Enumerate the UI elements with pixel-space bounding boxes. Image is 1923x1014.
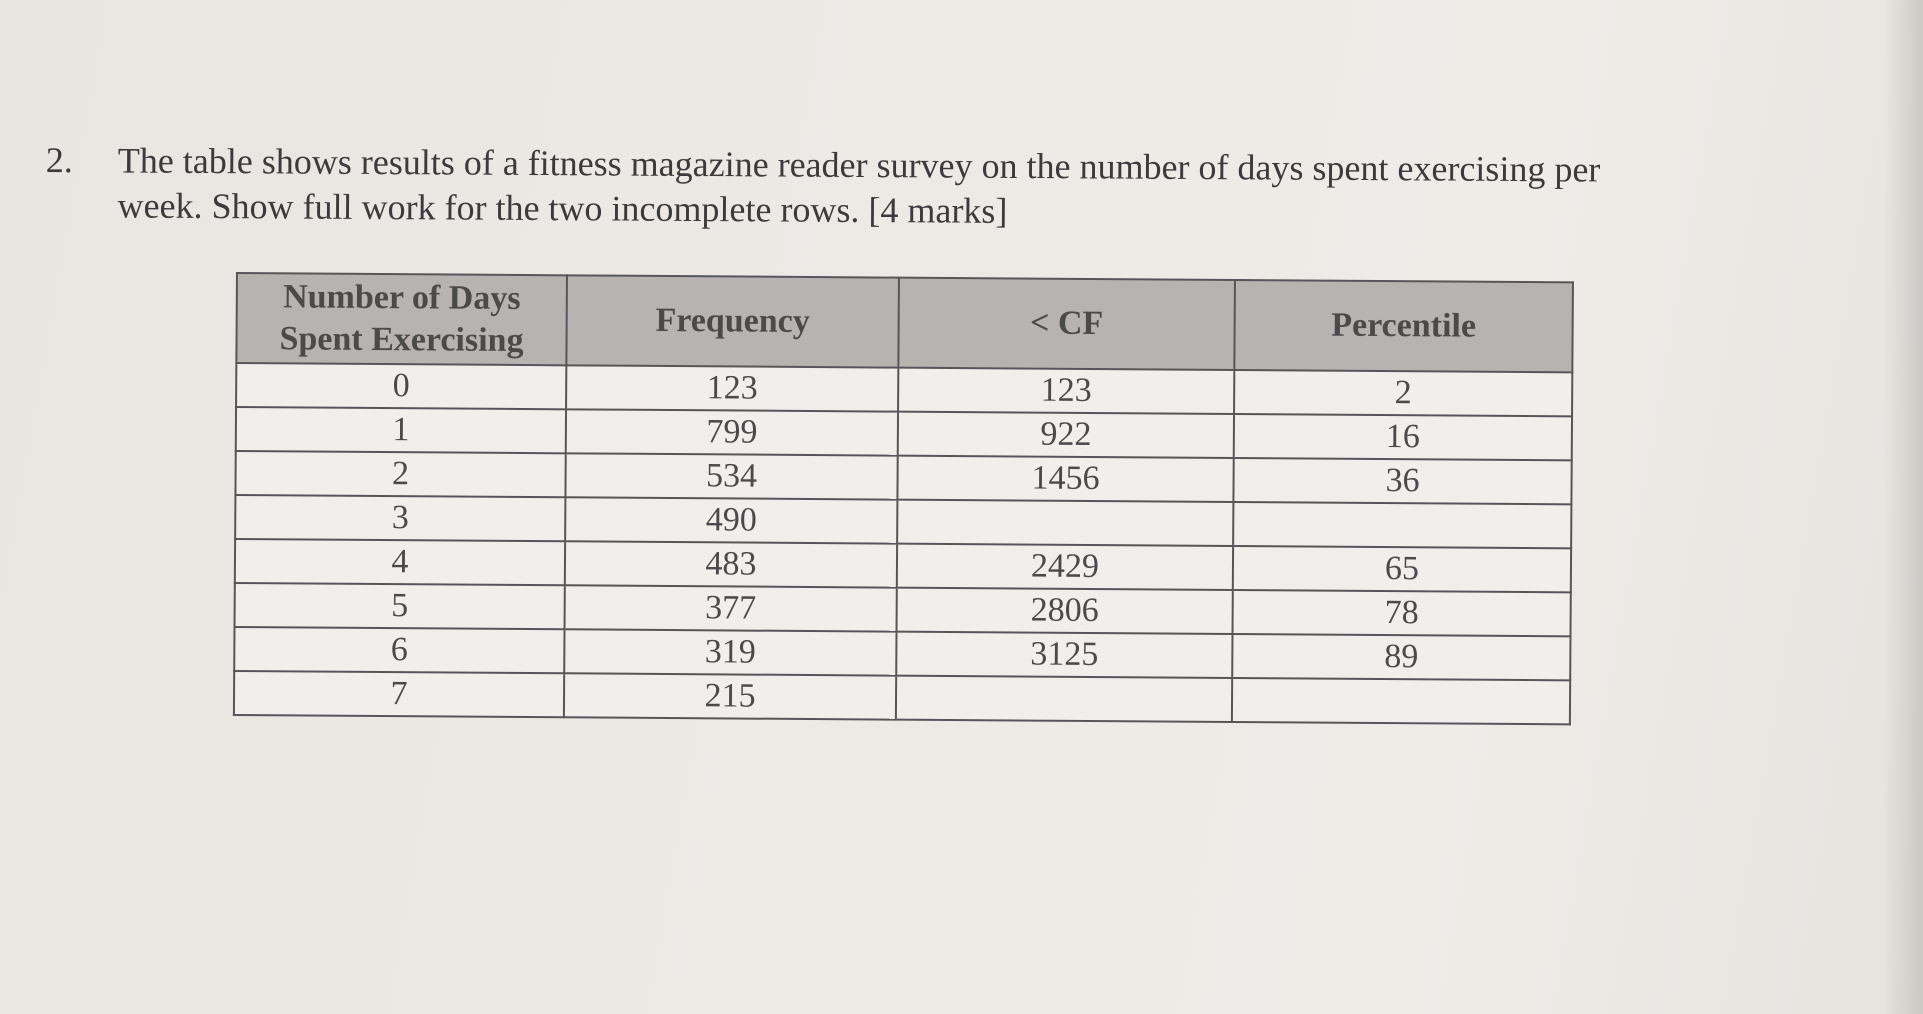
cell-percentile [1233, 502, 1571, 548]
cell-percentile: 2 [1234, 370, 1572, 416]
cell-days: 1 [236, 407, 566, 453]
cell-cf: 922 [898, 412, 1234, 458]
header-days [236, 273, 567, 365]
cell-days: 5 [235, 583, 565, 629]
header-percentile: Percentile [1234, 280, 1573, 372]
cell-days: 0 [236, 363, 566, 409]
cell-days: 3 [235, 495, 565, 541]
question-line-1: The table shows results of a fitness magazine reader survey on the number of days spent exercising per [117, 140, 1601, 190]
header-cf: < CF [898, 278, 1235, 370]
cell-frequency: 799 [566, 409, 898, 455]
cell-percentile: 36 [1233, 458, 1571, 504]
question [45, 138, 1846, 231]
cell-days: 6 [234, 627, 564, 673]
question-line-2: week. Show full work for the two incomplete rows. [4 marks] [117, 185, 1008, 231]
cell-cf: 2429 [897, 544, 1233, 590]
question-text [117, 138, 1878, 239]
page-edge-shadow [1883, 0, 1923, 1014]
cell-frequency: 377 [565, 585, 897, 631]
header-days-line-2: Spent Exercising [279, 320, 524, 360]
cell-cf: 2806 [897, 588, 1233, 634]
cell-frequency: 215 [564, 673, 896, 719]
cell-cf [896, 676, 1232, 722]
cell-percentile [1232, 678, 1570, 724]
question-number: 2. [45, 139, 73, 181]
cell-frequency: 319 [564, 629, 896, 675]
survey-table-container [233, 272, 1574, 725]
cell-days: 4 [235, 539, 565, 585]
cell-frequency: 123 [566, 365, 898, 411]
cell-cf: 123 [898, 368, 1234, 414]
cell-days: 2 [235, 451, 565, 497]
cell-cf: 1456 [897, 456, 1233, 502]
cell-days: 7 [234, 671, 564, 717]
survey-table [233, 272, 1574, 725]
cell-frequency: 490 [565, 497, 897, 543]
header-frequency: Frequency [566, 275, 899, 367]
table-row [234, 671, 1570, 724]
cell-cf: 3125 [896, 632, 1232, 678]
cell-frequency: 534 [565, 453, 897, 499]
cell-cf [897, 500, 1233, 546]
cell-percentile: 65 [1233, 546, 1571, 592]
cell-percentile: 16 [1234, 414, 1572, 460]
cell-frequency: 483 [565, 541, 897, 587]
cell-percentile: 78 [1232, 590, 1570, 636]
header-days-line-1: Number of Days [283, 278, 521, 317]
cell-percentile: 89 [1232, 634, 1570, 680]
table-header-row [236, 273, 1573, 372]
